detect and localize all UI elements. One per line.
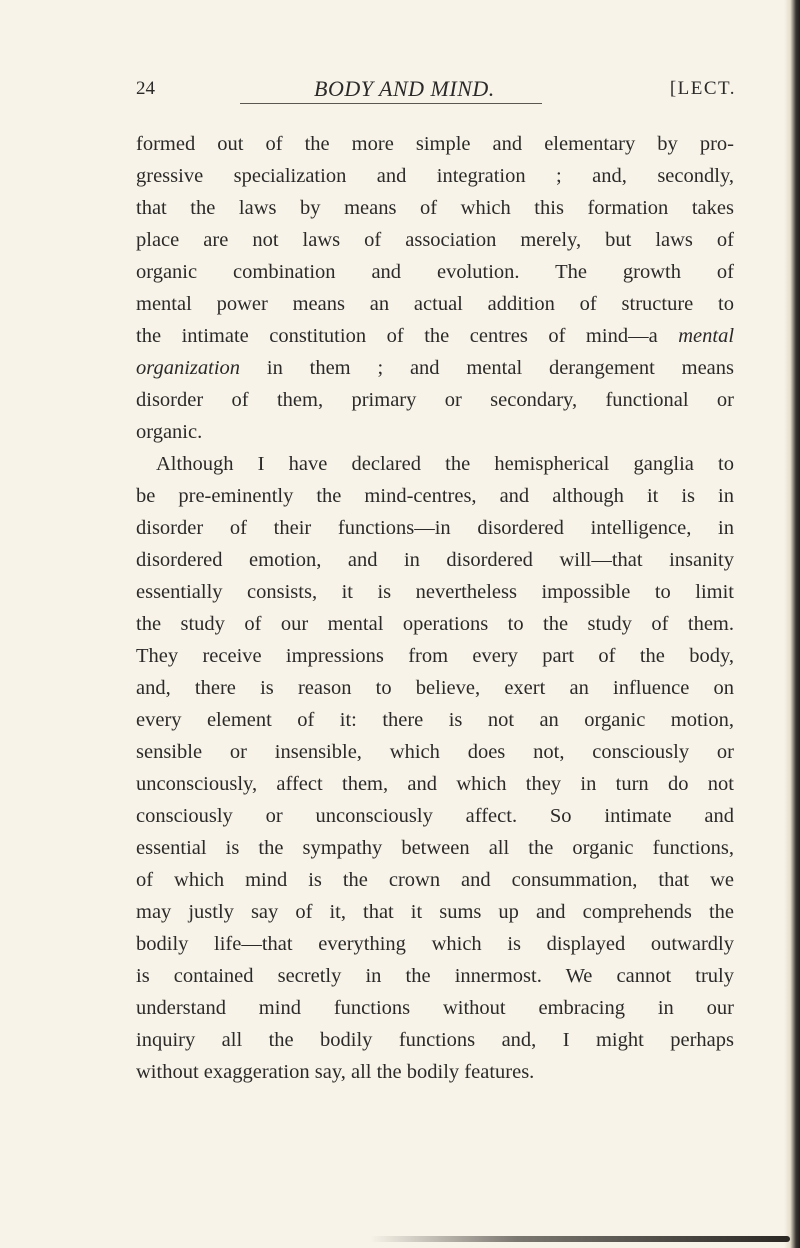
text-line: is contained secretly in the innermost. We cannot truly <box>136 965 734 987</box>
running-title: BODY AND MIND. <box>314 76 495 101</box>
text-line: They receive impressions from every part of the body, <box>136 645 734 667</box>
text-line: bodily life—that everything which is displayed outwardly <box>136 933 734 955</box>
text-line: inquiry all the bodily functions and, I might perhaps <box>136 1029 734 1051</box>
text-line: mental power means an actual addition of structure to <box>136 293 734 315</box>
bottom-edge-shadow <box>370 1236 790 1242</box>
text-line: understand mind functions without embracing in our <box>136 997 734 1019</box>
text-line-with-italic <box>136 352 734 384</box>
text-line: without exaggeration say, all the bodily features. <box>136 1061 535 1083</box>
text-line: organic combination and evolution. The growth of <box>136 261 734 283</box>
text-line-with-italic <box>136 320 734 352</box>
text-line: disordered emotion, and in disordered will—that insanity <box>136 549 734 571</box>
text-line: the study of our mental operations to the study of them. <box>136 613 734 635</box>
text-line: be pre-eminently the mind-centres, and although it is in <box>136 485 734 507</box>
body-text <box>136 128 734 1088</box>
header-rule <box>240 103 542 104</box>
text-line: essential is the sympathy between all the organic functions, <box>136 837 734 859</box>
text-line: gressive specialization and integration ; and, secondly, <box>136 165 734 187</box>
text-line: organic. <box>136 421 203 443</box>
italic-phrase: organization <box>136 357 241 379</box>
text-line: unconsciously, affect them, and which they in turn do not <box>136 773 734 795</box>
text-line: essentially consists, it is nevertheless impossible to limit <box>136 581 734 603</box>
text-line: formed out of the more simple and elementary by pro- <box>136 133 734 155</box>
page-edge-shadow <box>784 0 800 1248</box>
text-line: place are not laws of association merely, but laws of <box>136 229 734 251</box>
text-segment: in them ; and mental derangement means <box>266 357 735 379</box>
text-line: sensible or insensible, which does not, consciously or <box>136 741 734 763</box>
text-line: and, there is reason to believe, exert an influence on <box>136 677 734 699</box>
text-line: disorder of their functions—in disordered intelligence, in <box>136 517 734 539</box>
text-line: consciously or unconsciously affect. So intimate and <box>136 805 734 827</box>
text-line: that the laws by means of which this formation takes <box>136 197 734 219</box>
lecture-marker: [LECT. <box>669 78 736 99</box>
running-head <box>136 74 736 106</box>
page-number: 24 <box>136 78 155 99</box>
text-line: every element of it: there is not an organic motion, <box>136 709 734 731</box>
italic-phrase: mental <box>678 325 735 347</box>
text-segment: the intimate constitution of the centres of mind—a <box>136 325 658 347</box>
paragraph-start-line: Although I have declared the hemispherical ganglia to <box>156 453 734 475</box>
text-line: of which mind is the crown and consummation, that we <box>136 869 734 891</box>
text-line: may justly say of it, that it sums up and comprehends the <box>136 901 734 923</box>
text-line: disorder of them, primary or secondary, functional or <box>136 389 734 411</box>
